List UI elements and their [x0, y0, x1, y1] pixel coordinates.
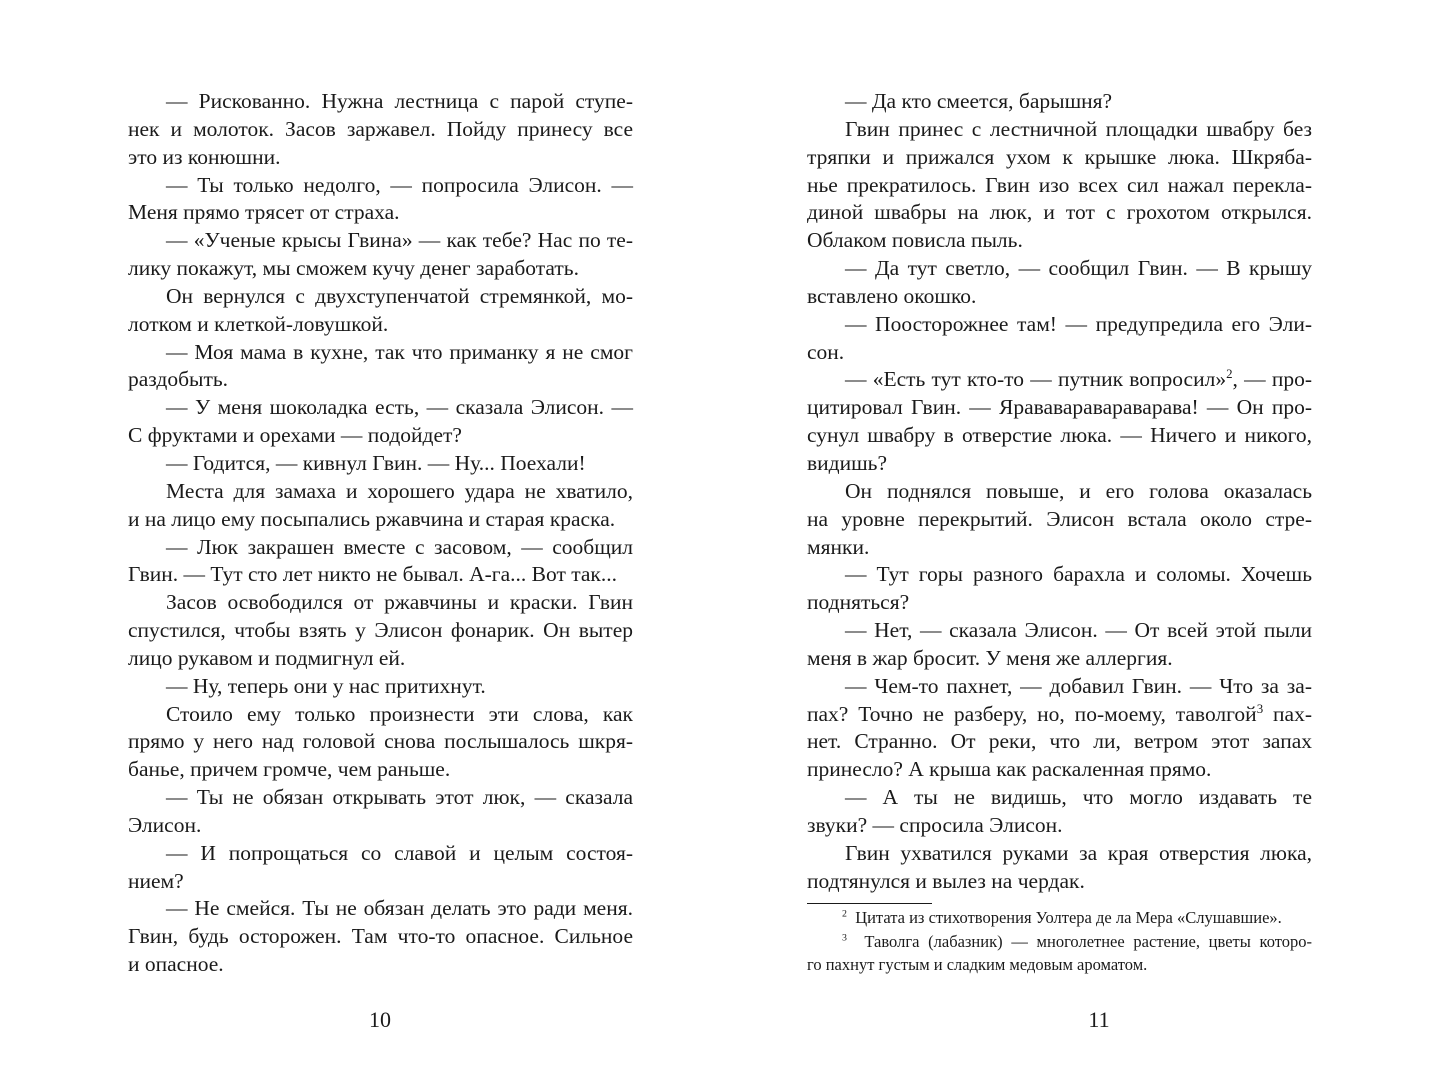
- text-line: сон.: [807, 339, 845, 364]
- paragraph: [128, 589, 633, 673]
- text-line: — Чем-то пахнет, — добавил Гвин. — Что за за-: [845, 673, 1312, 698]
- text-segment: — «Есть тут кто-то — путник вопросил»: [845, 367, 1227, 392]
- paragraph: [807, 673, 1312, 784]
- footnote: [807, 930, 1312, 977]
- paragraph: [807, 88, 1312, 116]
- text-line: звуки? — спросила Элисон.: [807, 812, 1063, 837]
- text-line: подтянулся и вылез на чердак.: [807, 868, 1085, 893]
- footnote-line: го пахнут густым и сладким медовым ароматом.: [807, 955, 1148, 974]
- paragraph: [128, 701, 633, 785]
- text-line: — Ты не обязан открывать этот люк, — сказала: [166, 785, 633, 810]
- footnote: [807, 906, 1312, 930]
- right-page-body: [807, 88, 1312, 895]
- footnote-text: Цитата из стихотворения Уолтера де ла Мера «Слушавшие».: [855, 908, 1282, 927]
- text-line: Он поднялся повыше, и его голова оказалась: [845, 478, 1312, 503]
- text-line: Гвин. — Тут сто лет никто не бывал. А-га... Вот так...: [128, 562, 617, 587]
- text-line: [807, 366, 1312, 394]
- text-line: — Годится, — кивнул Гвин. — Ну... Поехали!: [166, 450, 586, 475]
- paragraph: [807, 311, 1312, 367]
- text-line: Элисон.: [128, 812, 202, 837]
- text-line: — А ты не видишь, что могло издавать те: [845, 785, 1312, 810]
- text-line: нек и молоток. Засов заржавел. Пойду принесу все: [128, 116, 633, 141]
- text-line: Гвин, будь осторожен. Там что-то опасное. Сильное: [128, 924, 633, 949]
- text-line: — Да тут светло, — сообщил Гвин. — В крышу: [845, 256, 1312, 281]
- text-line: раздобыть.: [128, 367, 229, 392]
- text-line: нет. Странно. От реки, что ли, ветром этот запах: [807, 729, 1312, 754]
- paragraph: [128, 88, 633, 172]
- paragraph: [807, 840, 1312, 896]
- text-line: цитировал Гвин. — Ярававаравараварава! — Он про-: [807, 395, 1312, 420]
- text-segment: пах-: [1263, 701, 1312, 726]
- paragraph: [128, 840, 633, 896]
- paragraph: [128, 895, 633, 979]
- text-line: Стоило ему только произнести эти слова, как: [166, 701, 633, 726]
- text-line: Он вернулся с двухступенчатой стремянкой, мо-: [166, 283, 633, 308]
- footnotes: [807, 906, 1312, 977]
- text-line: — Ты только недолго, — попросила Элисон. —: [166, 172, 633, 197]
- paragraph: [807, 255, 1312, 311]
- text-line: лику покажут, мы сможем кучу денег заработать.: [128, 256, 579, 281]
- text-line: — Люк закрашен вместе с засовом, — сообщил: [166, 534, 633, 559]
- text-line: Гвин принес с лестничной площадки швабру без: [845, 116, 1312, 141]
- text-line: — И попрощаться со славой и целым состоя-: [166, 840, 633, 865]
- footnote-ref: 3: [1256, 701, 1264, 716]
- paragraph: [128, 227, 633, 283]
- text-line: Облаком повисла пыль.: [807, 228, 1023, 253]
- text-line: принесло? А крыша как раскаленная прямо.: [807, 757, 1212, 782]
- text-line: [807, 701, 1312, 729]
- paragraph: [128, 450, 633, 478]
- left-page-body: [128, 88, 633, 979]
- text-line: Гвин ухватился руками за края отверстия люка,: [845, 840, 1312, 865]
- text-line: Места для замаха и хорошего удара не хватило,: [166, 478, 633, 503]
- text-line: тряпки и прижался ухом к крышке люка. Шкряба-: [807, 144, 1312, 169]
- paragraph: [807, 561, 1312, 617]
- text-line: меня в жар бросит. У меня же аллергия.: [807, 645, 1173, 670]
- footnote-ref: 2: [1226, 367, 1233, 382]
- text-line: лицо рукавом и подмигнул ей.: [128, 645, 406, 670]
- footnote-marker: 3: [842, 932, 847, 943]
- text-line: — Тут горы разного барахла и соломы. Хочешь: [845, 562, 1312, 587]
- paragraph: [128, 673, 633, 701]
- text-line: — Ну, теперь они у нас притихнут.: [166, 673, 486, 698]
- text-line: лотком и клеткой-ловушкой.: [128, 311, 389, 336]
- text-line: спустился, чтобы взять у Элисон фонарик. Он вытер: [128, 618, 633, 643]
- text-line: — «Ученые крысы Гвина» — как тебе? Нас по те-: [166, 228, 633, 253]
- text-line: С фруктами и орехами — подойдет?: [128, 423, 462, 448]
- footnote-line: [807, 930, 1312, 954]
- text-line: диной швабры на люк, и тот с грохотом открылся.: [807, 200, 1312, 225]
- paragraph: [807, 478, 1312, 562]
- text-line: сунул швабру в отверстие люка. — Ничего и никого,: [807, 423, 1312, 448]
- text-line: видишь?: [807, 450, 888, 475]
- paragraph: [128, 339, 633, 395]
- paragraph: [807, 617, 1312, 673]
- text-line: — Нет, — сказала Элисон. — От всей этой пыли: [845, 618, 1312, 643]
- text-line: — Рискованно. Нужна лестница с парой ступе-: [166, 89, 633, 113]
- footnote-marker: 2: [842, 908, 847, 920]
- text-line: вставлено окошко.: [807, 283, 977, 308]
- text-line: это из конюшни.: [128, 144, 281, 169]
- text-line: на уровне перекрытий. Элисон встала около стре-: [807, 506, 1312, 531]
- text-line: — Да кто смеется, барышня?: [845, 89, 1113, 113]
- footnote-line: [807, 906, 1312, 930]
- paragraph: [128, 784, 633, 840]
- text-line: — У меня шоколадка есть, — сказала Элисон. —: [166, 395, 633, 420]
- paragraph: [128, 172, 633, 228]
- footnote-divider: [807, 903, 932, 904]
- text-line: — Моя мама в кухне, так что приманку я не смог: [166, 339, 633, 364]
- text-line: Меня прямо трясет от страха.: [128, 200, 400, 225]
- text-line: нием?: [128, 868, 184, 893]
- text-line: банье, причем громче, чем раньше.: [128, 757, 451, 782]
- text-line: Засов освободился от ржавчины и краски. Гвин: [166, 590, 633, 615]
- page-number: 10: [369, 1007, 391, 1032]
- paragraph: [807, 784, 1312, 840]
- text-line: подняться?: [807, 590, 910, 615]
- paragraph: [128, 283, 633, 339]
- text-line: нье прекратилось. Гвин изо всех сил нажал перекла-: [807, 172, 1312, 197]
- text-segment: , — про-: [1232, 367, 1312, 392]
- paragraph: [128, 478, 633, 534]
- paragraph: [128, 534, 633, 590]
- paragraph: [807, 116, 1312, 255]
- text-line: и на лицо ему посыпались ржавчина и старая краска.: [128, 506, 616, 531]
- text-line: мянки.: [807, 534, 870, 559]
- text-line: — Не смейся. Ты не обязан делать это ради меня.: [166, 896, 633, 921]
- text-segment: пах? Точно не разберу, но, по-моему, таволгой: [807, 701, 1257, 726]
- paragraph: [128, 394, 633, 450]
- text-line: — Поосторожнее там! — предупредила его Эли-: [845, 311, 1312, 336]
- text-line: и опасное.: [128, 952, 224, 977]
- paragraph: [807, 366, 1312, 477]
- text-line: прямо у него над головой снова послышалось шкря-: [128, 729, 633, 754]
- page-number: 11: [1088, 1007, 1110, 1032]
- footnote-text: Таволга (лабазник) — многолетнее растение, цветы которо-: [864, 931, 1313, 951]
